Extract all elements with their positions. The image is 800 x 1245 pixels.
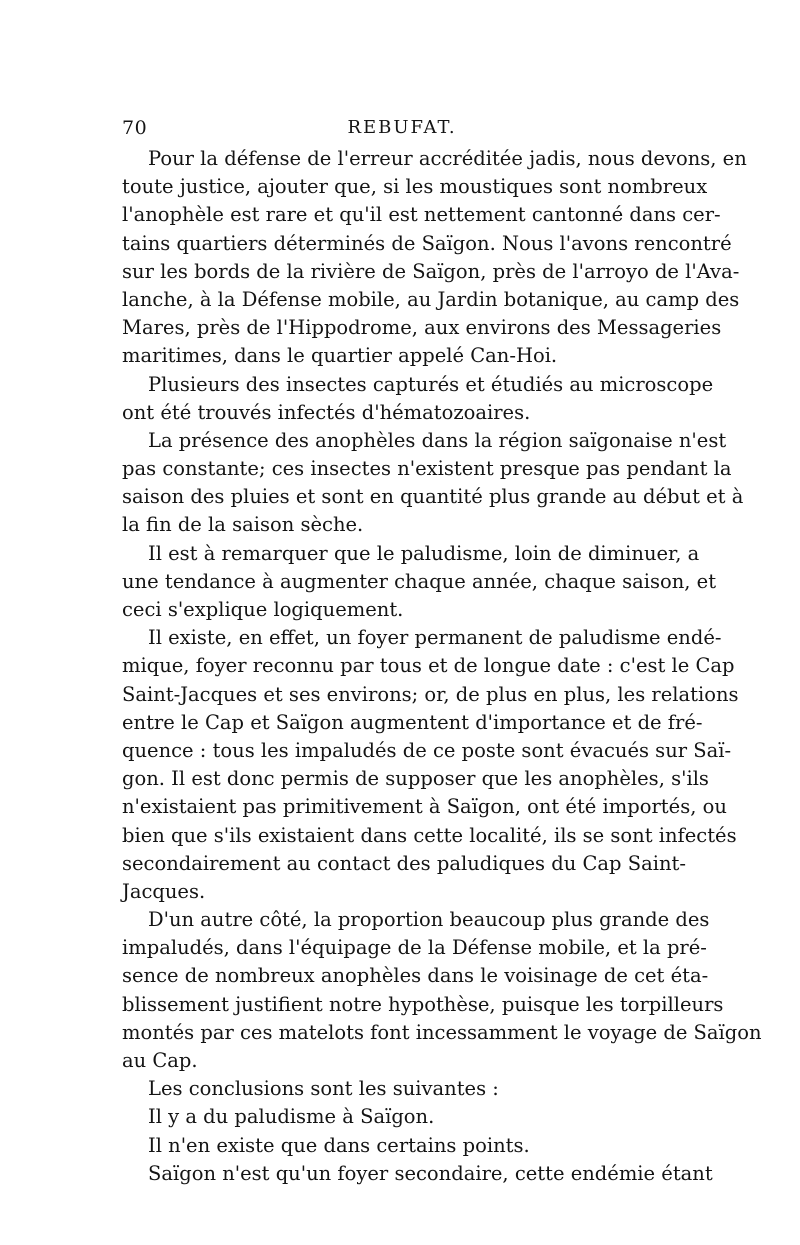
text-line: n'existaient pas primitivement à Saïgon, ont été importés, ou	[122, 795, 727, 819]
text-line: quence : tous les impaludés de ce poste sont évacués sur Saï-	[122, 738, 732, 762]
text-line: mique, foyer reconnu par tous et de longue date : c'est le Cap	[122, 654, 735, 678]
text-line: la fin de la saison sèche.	[122, 513, 364, 537]
text-line: montés par ces matelots font incessamment le voyage de Saïgon	[122, 1020, 762, 1044]
text-line: toute justice, ajouter que, si les moustiques sont nombreux	[122, 175, 708, 199]
text-line: entre le Cap et Saïgon augmentent d'importance et de fré-	[122, 710, 703, 734]
text-line: maritimes, dans le quartier appelé Can-Hoi.	[122, 344, 558, 368]
text-line: sur les bords de la rivière de Saïgon, près de l'arroyo de l'Ava-	[122, 259, 740, 283]
text-line: bien que s'ils existaient dans cette localité, ils se sont infectés	[122, 823, 737, 847]
text-line: Il existe, en effet, un foyer permanent de paludisme endé-	[148, 626, 722, 650]
text-line: Plusieurs des insectes capturés et étudiés au microscope	[148, 372, 714, 396]
text-line: Il est à remarquer que le paludisme, loin de diminuer, a	[148, 541, 700, 565]
text-line: La présence des anophèles dans la région saïgonaise n'est	[148, 428, 727, 452]
running-title: REBUFAT.	[347, 117, 457, 138]
text-line: au Cap.	[122, 1049, 198, 1072]
text-line: ont été trouvés infectés d'hématozoaires.	[122, 400, 531, 424]
text-line: Il y a du paludisme à Saïgon.	[148, 1105, 435, 1129]
page-header	[122, 117, 682, 143]
text-line: secondairement au contact des paludiques du Cap Saint-	[122, 851, 686, 875]
text-line: blissement justifient notre hypothèse, puisque les torpilleurs	[122, 992, 724, 1016]
text-line: Jacques.	[122, 879, 206, 903]
text-line: pas constante; ces insectes n'existent presque pas pendant la	[122, 457, 732, 481]
text-line: tains quartiers déterminés de Saïgon. Nous l'avons rencontré	[122, 231, 732, 255]
text-line: saison des pluies et sont en quantité plus grande au début et à	[122, 485, 744, 509]
text-line: impaludés, dans l'équipage de la Défense mobile, et la pré-	[122, 936, 707, 960]
text-line: Mares, près de l'Hippodrome, aux environs des Messageries	[122, 316, 722, 340]
text-line: Il n'en existe que dans certains points.	[148, 1133, 530, 1157]
text-line: une tendance à augmenter chaque année, chaque saison, et	[122, 569, 717, 593]
text-line: gon. Il est donc permis de supposer que les anophèles, s'ils	[122, 767, 709, 791]
body-text	[122, 145, 762, 1188]
text-line: lanche, à la Défense mobile, au Jardin botanique, au camp des	[122, 287, 740, 311]
text-line: Les conclusions sont les suivantes :	[148, 1077, 499, 1101]
text-line: Pour la défense de l'erreur accréditée jadis, nous devons, en	[148, 147, 747, 170]
text-line: D'un autre côté, la proportion beaucoup plus grande des	[148, 908, 710, 932]
text-line: ceci s'explique logiquement.	[122, 598, 404, 621]
page-number: 70	[122, 117, 148, 139]
text-line: l'anophèle est rare et qu'il est nettement cantonné dans cer-	[122, 203, 721, 227]
text-line: Saint-Jacques et ses environs; or, de plus en plus, les relations	[122, 682, 739, 706]
text-line: sence de nombreux anophèles dans le voisinage de cet éta-	[122, 964, 709, 988]
text-line: Saïgon n'est qu'un foyer secondaire, cette endémie étant	[148, 1161, 713, 1185]
